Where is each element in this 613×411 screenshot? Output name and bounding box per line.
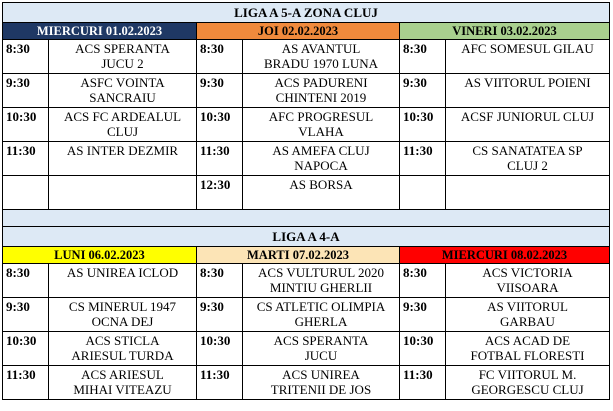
team-name-line: GEORGESCU CLUJ [471,382,584,397]
team-name [446,366,610,400]
team-name-line: CS SANATATEA SP [472,143,583,158]
liga5-match-row [3,176,610,210]
match-time: 9:30 [400,298,446,332]
liga4-title-row [3,227,610,247]
liga4-match-row [3,298,610,332]
team-name-line: CLUJ [106,124,139,139]
team-name-line: AS AMEFA CLUJ [272,143,370,158]
match-time: 10:30 [400,108,446,142]
team-name-line: AS VIITORUL POIENI [464,75,591,90]
team-name-line: ASFC VOINTA [80,75,165,90]
team-name [243,332,400,366]
match-time: 8:30 [400,40,446,74]
day-header: VINERI 03.02.2023 [400,23,610,40]
team-name [243,366,400,400]
team-name-line: AFC SOMESUL GILAU [461,41,594,56]
team-name-line: AS BORSA [289,177,353,192]
liga5-title: LIGA A 5-A ZONA CLUJ [3,3,610,23]
team-name [446,142,610,176]
match-time: 8:30 [197,264,243,298]
team-name-line: ACS ACAD DE [484,333,571,348]
team-name-line: JUCU [304,348,338,363]
team-name [446,332,610,366]
team-name-line: CLUJ 2 [507,158,548,173]
team-name-line: BRADU 1970 LUNA [263,56,379,71]
team-name [49,332,197,366]
team-name [446,74,610,108]
liga5-match-row [3,40,610,74]
team-name-line: ACS FC ARDEALUL [63,109,182,124]
match-time: 9:30 [197,298,243,332]
team-name-line: OCNA DEJ [91,314,154,329]
team-name-line: CS ATLETIC OLIMPIA [256,299,386,314]
match-time: 11:30 [197,142,243,176]
match-time: 11:30 [400,142,446,176]
match-time: 11:30 [3,366,49,400]
team-name [243,40,400,74]
match-time: 10:30 [3,108,49,142]
team-name-line: ACS SPERANTA [273,333,369,348]
team-name-line: ACS UNIREA [282,367,360,382]
team-name-line: FOTBAL FLORESTI [470,348,585,363]
match-time: 9:30 [3,298,49,332]
team-name-line: CHINTENI 2019 [275,90,367,105]
match-time: 10:30 [400,332,446,366]
team-name-line: AS INTER DEZMIR [66,143,179,158]
team-name-line: ACS SPERANTA [75,41,170,56]
liga5-match-row [3,74,610,108]
team-name-line: AFC PROGRESUL [268,109,374,124]
section-spacer [3,210,610,227]
team-name [243,142,400,176]
team-name-line: AS UNIREA ICLOD [66,265,179,280]
liga4-day-header-row [3,247,610,264]
liga5-day-header-row [3,23,610,40]
team-name-line: ACS VULTURUL 2020 [258,265,384,280]
match-time: 11:30 [197,366,243,400]
team-name [49,40,197,74]
schedule-table [2,2,610,400]
team-name-line: VIISOARA [496,280,559,295]
team-name [446,264,610,298]
liga4-match-row [3,264,610,298]
match-time: 10:30 [197,332,243,366]
match-time: 8:30 [197,40,243,74]
team-name [49,264,197,298]
day-header: MARTI 07.02.2023 [197,247,400,264]
day-header: MIERCURI 01.02.2023 [3,23,197,40]
team-name [243,108,400,142]
team-name-line: VLAHA [298,124,344,139]
team-name [243,264,400,298]
liga5-title-row [3,3,610,23]
team-name [49,298,197,332]
team-name [446,40,610,74]
team-name-line: GARBAU [500,314,555,329]
match-time: 9:30 [3,74,49,108]
match-time: 10:30 [197,108,243,142]
team-name-line: ACS STICLA [85,333,160,348]
team-name-line: MIHAI VITEAZU [73,382,172,397]
team-name [446,108,610,142]
team-name [49,142,197,176]
team-name-line: ACS PADURENI [274,75,368,90]
spacer-cell [3,210,610,227]
team-name [49,176,197,210]
team-name [243,298,400,332]
team-name [49,74,197,108]
team-name-line: ACS ARIESUL [81,367,164,382]
match-time: 8:30 [3,40,49,74]
match-time [400,176,446,210]
team-name-line: NAPOCA [294,158,348,173]
team-name-line: SANCRAIU [89,90,156,105]
team-name [243,176,400,210]
liga4-match-row [3,332,610,366]
day-header: MIERCURI 08.02.2023 [400,247,610,264]
team-name [446,176,610,210]
match-time [3,176,49,210]
match-time: 8:30 [400,264,446,298]
team-name-line: CS MINERUL 1947 [68,299,177,314]
liga4-title: LIGA A 4-A [3,227,610,247]
match-time: 8:30 [3,264,49,298]
day-header: JOI 02.02.2023 [197,23,400,40]
team-name [49,366,197,400]
match-time: 12:30 [197,176,243,210]
match-time: 11:30 [3,142,49,176]
liga5-match-row [3,108,610,142]
team-name [49,108,197,142]
team-name-line: AS VIITORUL [487,299,568,314]
match-time: 10:30 [3,332,49,366]
match-time: 9:30 [197,74,243,108]
team-name-line: ARIESUL TURDA [71,348,174,363]
team-name-line: ACSF JUNIORUL CLUJ [460,109,595,124]
team-name [446,298,610,332]
team-name-line: AS AVANTUL [281,41,361,56]
team-name-line: GHERLA [294,314,348,329]
team-name-line: ACS VICTORIA [482,265,573,280]
team-name-line: JUCU 2 [101,56,144,71]
team-name-line: FC VIITORUL M. [478,367,577,382]
match-time: 9:30 [400,74,446,108]
match-time: 11:30 [400,366,446,400]
liga4-match-row [3,366,610,400]
team-name [243,74,400,108]
team-name-line: TRITENII DE JOS [270,382,372,397]
liga5-match-row [3,142,610,176]
day-header: LUNI 06.02.2023 [3,247,197,264]
team-name-line: MINTIU GHERLII [269,280,373,295]
